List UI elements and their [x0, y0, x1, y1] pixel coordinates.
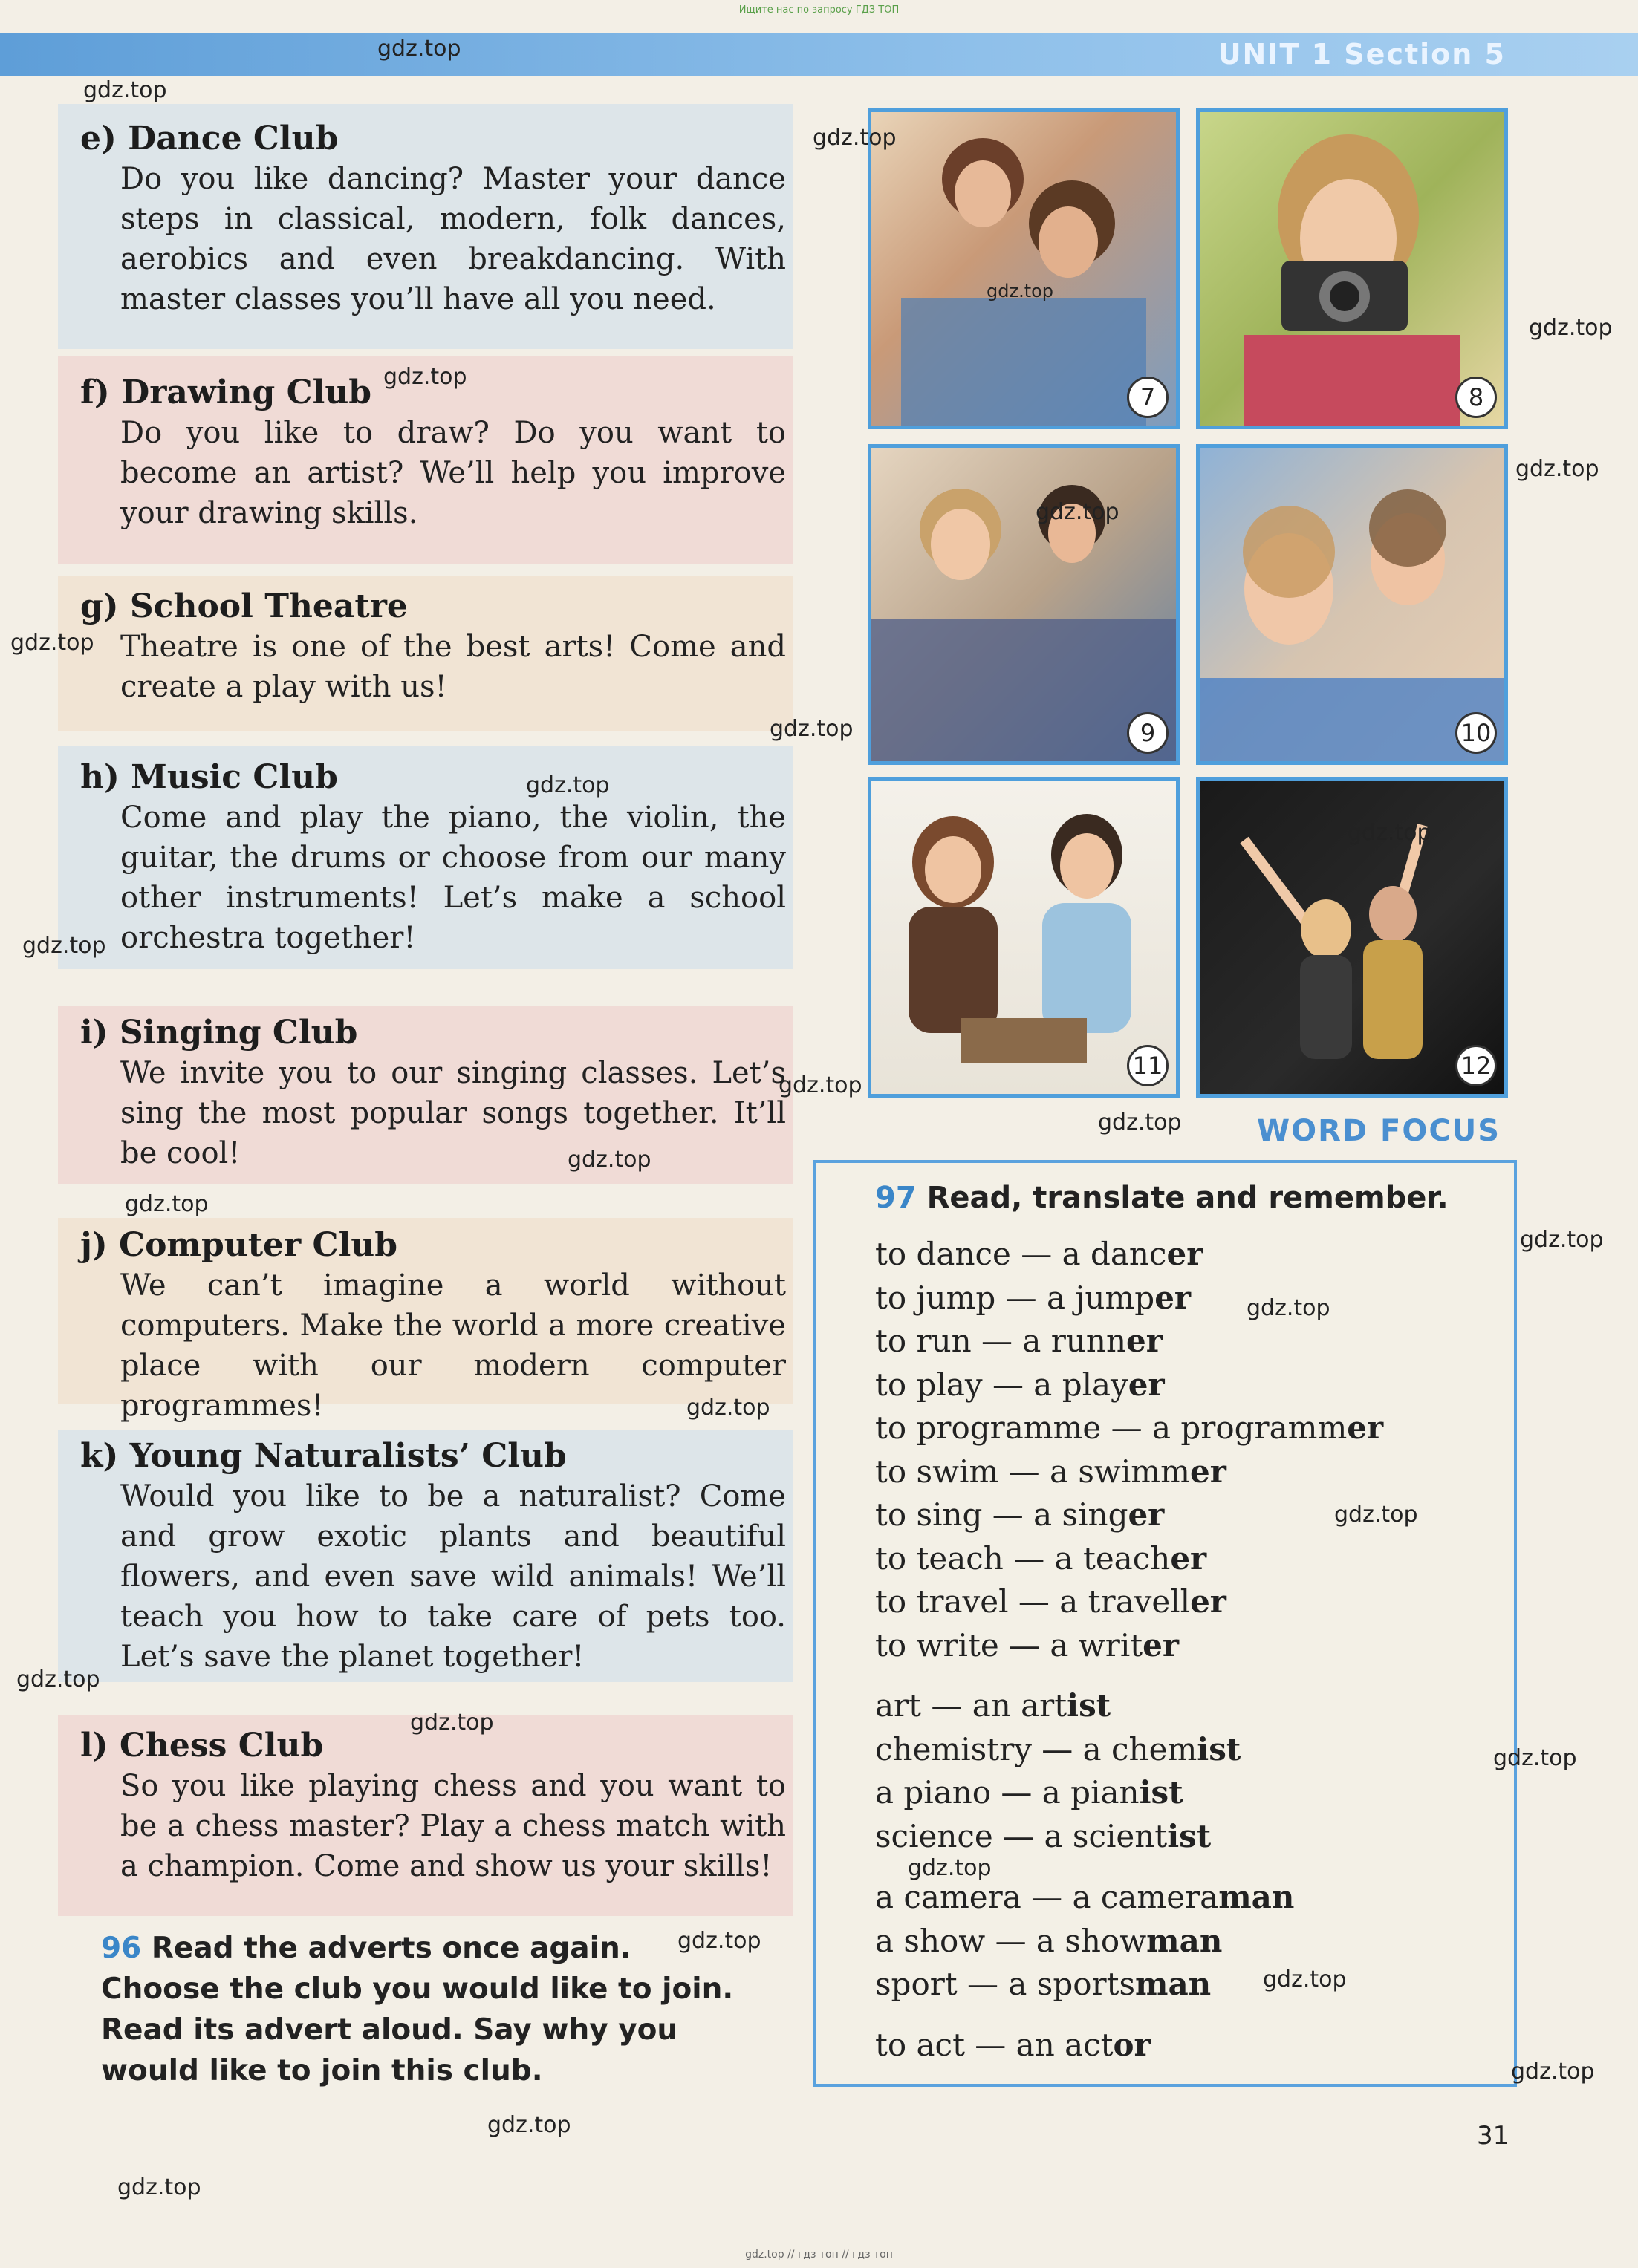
watermark: gdz.top	[779, 1072, 862, 1098]
advert-text: Do you like dancing? Master your dance steps in classical, modern, folk dances, aerobics and even breakdancing. With master classes you’ll have all you need.	[120, 162, 786, 316]
watermark: gdz.top	[10, 630, 94, 656]
photo-singing-children-icon	[1200, 448, 1504, 761]
word-pair: art — an artist	[875, 1687, 1111, 1724]
watermark: gdz.top	[1036, 499, 1119, 525]
watermark: gdz.top	[1334, 1502, 1418, 1528]
advert-label: e) Dance Club	[80, 120, 339, 157]
watermark: gdz.top	[770, 716, 854, 742]
watermark: gdz.top	[908, 1855, 992, 1881]
advert-text: We can’t imagine a world without computers. Make the world a more creative place with our modern computer programmes!	[120, 1268, 786, 1423]
word-pair: science — a scientist	[875, 1817, 1212, 1854]
advert-label: k) Young Naturalists’ Club	[80, 1437, 567, 1475]
watermark: gdz.top	[83, 77, 167, 103]
task-number: 96	[101, 1932, 142, 1965]
advert-young-naturalists-club	[80, 1436, 786, 1677]
unit-section-title: UNIT 1 Section 5	[1218, 38, 1506, 71]
photo-chess-players	[868, 777, 1180, 1098]
photo-teacher-students-icon	[871, 112, 1176, 426]
watermark: gdz.top	[987, 281, 1054, 302]
watermark: gdz.top	[410, 1710, 494, 1736]
task-line: would like to join this club.	[101, 2054, 543, 2088]
advert-text: Theatre is one of the best arts! Come and create a play with us!	[120, 630, 786, 704]
advert-drawing-club	[80, 373, 786, 533]
advert-label: g) School Theatre	[80, 587, 408, 625]
photo-girl-camera-icon	[1200, 112, 1504, 426]
word-list-man	[875, 1876, 1484, 2007]
advert-singing-club	[80, 1013, 786, 1173]
word-list-ist	[875, 1684, 1484, 1858]
word-pair: sport — a sportsman	[875, 1966, 1212, 2002]
photo-number-badge: 12	[1455, 1045, 1497, 1086]
word-pair: a piano — a pianist	[875, 1774, 1183, 1811]
watermark: gdz.top	[526, 772, 610, 798]
word-pair: a camera — a cameraman	[875, 1879, 1295, 1915]
watermark: gdz.top	[1511, 2059, 1595, 2085]
watermark: gdz.top	[568, 1147, 651, 1173]
photo-number-badge: 9	[1127, 712, 1169, 754]
watermark: gdz.top	[1520, 1227, 1604, 1253]
advert-dance-club	[80, 119, 786, 319]
watermark: gdz.top	[487, 2112, 571, 2138]
watermark: gdz.top	[1348, 820, 1431, 846]
word-pair: chemistry — a chemist	[875, 1730, 1241, 1767]
task-96	[101, 1928, 755, 2091]
photo-teacher-students	[868, 108, 1180, 429]
watermark: gdz.top	[813, 125, 897, 151]
advert-text: So you like playing chess and you want to be a chess master? Play a chess match with a champion. Come and show us your skills!	[120, 1769, 786, 1883]
watermark: gdz.top	[22, 933, 106, 959]
advert-text: Do you like to draw? Do you want to become an artist? We’ll help you improve your drawing skills.	[120, 416, 786, 530]
watermark: gdz.top	[117, 2174, 201, 2200]
watermark: gdz.top	[1247, 1295, 1330, 1321]
word-pair: to jump — a jumper	[875, 1279, 1192, 1316]
task-line: Choose the club you would like to join.	[101, 1972, 734, 2006]
photo-number-badge: 10	[1455, 712, 1497, 754]
watermark: gdz.top	[1098, 1109, 1182, 1135]
advert-chess-club	[80, 1726, 786, 1886]
advert-label: l) Chess Club	[80, 1727, 324, 1764]
task-97	[875, 1181, 1449, 1215]
photo-computer-class-icon	[871, 448, 1176, 761]
advert-text: We invite you to our singing classes. Let’s sing the most popular songs together. It’ll be cool!	[120, 1056, 786, 1170]
word-pair: to dance — a dancer	[875, 1236, 1203, 1272]
photo-chess-players-icon	[871, 781, 1176, 1094]
task-line: Read its advert aloud. Say why you	[101, 2013, 678, 2047]
advert-label: i) Singing Club	[80, 1014, 358, 1052]
task-line: Read the adverts once again.	[151, 1932, 631, 1965]
advert-label: j) Computer Club	[80, 1226, 398, 1264]
photo-number-badge: 11	[1127, 1045, 1169, 1086]
word-pair: to programme — a programmer	[875, 1410, 1384, 1446]
word-focus-title: WORD FOCUS	[1257, 1114, 1501, 1148]
watermark: gdz.top	[1493, 1745, 1577, 1771]
advert-school-theatre	[80, 587, 786, 707]
photo-number-badge: 8	[1455, 377, 1497, 418]
photo-number-badge: 7	[1127, 377, 1169, 418]
advert-label: h) Music Club	[80, 758, 338, 796]
top-note: Ищите нас по запросу ГДЗ ТОП	[738, 4, 900, 16]
advert-music-club	[80, 757, 786, 958]
word-pair: to swim — a swimmer	[875, 1453, 1226, 1490]
photo-computer-class	[868, 444, 1180, 765]
word-pair: to run — a runner	[875, 1323, 1163, 1359]
watermark: gdz.top	[677, 1928, 761, 1954]
watermark: gdz.top	[16, 1666, 100, 1692]
word-pair: to write — a writer	[875, 1626, 1179, 1663]
task-number: 97	[875, 1181, 917, 1215]
watermark: gdz.top	[1263, 1966, 1347, 1992]
advert-computer-club	[80, 1225, 786, 1426]
photo-singing-children	[1196, 444, 1508, 765]
task-text: Read, translate and remember.	[926, 1181, 1449, 1215]
word-pair: to act — an actor	[875, 2027, 1151, 2063]
watermark: gdz.top	[377, 36, 461, 62]
word-pair: a show — a showman	[875, 1922, 1223, 1959]
advert-text: Would you like to be a naturalist? Come and grow exotic plants and beautiful flowers, and even save wild animals! We’ll teach you how to take care of pets too. Let’s save the planet together!	[120, 1479, 786, 1674]
watermark: gdz.top	[125, 1191, 209, 1217]
page-number: 31	[1477, 2121, 1509, 2151]
watermark: gdz.top	[686, 1395, 770, 1421]
footer-note: gdz.top // гдз топ // гдз топ	[745, 2249, 893, 2261]
advert-label: f) Drawing Club	[80, 374, 372, 411]
word-list-or	[875, 2024, 1484, 2067]
word-list-er	[875, 1233, 1484, 1667]
word-pair: to travel — a traveller	[875, 1583, 1226, 1620]
watermark: gdz.top	[383, 364, 467, 390]
word-pair: to teach — a teacher	[875, 1539, 1207, 1577]
advert-text: Come and play the piano, the violin, the guitar, the drums or choose from our many other instruments! Let’s make a school orchestra together!	[120, 801, 786, 955]
word-pair: to play — a player	[875, 1366, 1165, 1403]
watermark: gdz.top	[1529, 315, 1613, 341]
photo-girl-camera	[1196, 108, 1508, 429]
word-pair: to sing — a singer	[875, 1496, 1165, 1533]
watermark: gdz.top	[1515, 456, 1599, 482]
